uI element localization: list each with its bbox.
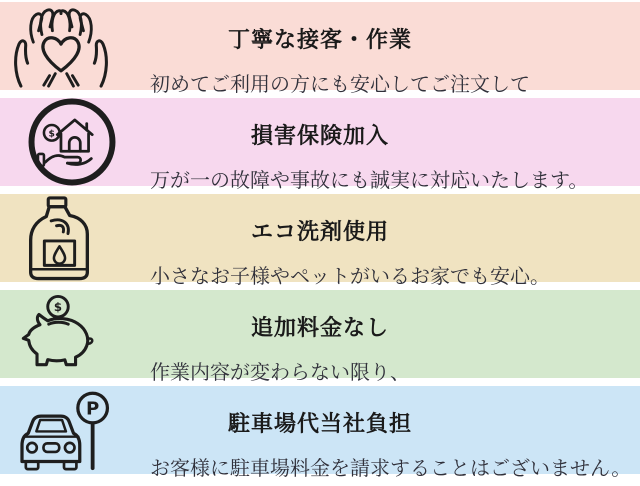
- feature-description-line: お客様に駐車場料金を請求することはございません。: [150, 457, 632, 480]
- feature-band-service: [0, 2, 640, 96]
- svg-text:$: $: [48, 128, 55, 140]
- feature-title: 丁寧な接客・作業: [227, 27, 412, 53]
- svg-text:$: $: [53, 300, 63, 315]
- feature-description-line: 作業内容が変わらない限り、: [150, 361, 410, 384]
- piggy-bank-icon: [12, 294, 104, 374]
- feature-description-line: 初めてご利用の方にも安心してご注文して: [150, 73, 530, 96]
- car-parking-icon: [14, 388, 114, 472]
- hands-heart-icon: [8, 4, 114, 88]
- feature-title: 追加料金なし: [250, 315, 389, 341]
- feature-band-eco: [0, 194, 640, 288]
- feature-title: 駐車場代当社負担: [227, 411, 412, 437]
- feature-band-insurance: [0, 98, 640, 192]
- feature-band-parking: [0, 386, 640, 480]
- svg-text:P: P: [85, 398, 100, 420]
- detergent-bottle-icon: [20, 195, 98, 281]
- feature-title: エコ洗剤使用: [250, 219, 389, 245]
- feature-description-line: 小さなお子様やペットがいるお家でも安心。: [150, 265, 550, 288]
- feature-band-no-extra-fee: [0, 290, 640, 384]
- feature-title: 損害保険加入: [250, 123, 389, 149]
- house-insurance-icon: [26, 96, 118, 188]
- feature-description-line: 万が一の故障や事故にも誠実に対応いたします。: [150, 169, 589, 192]
